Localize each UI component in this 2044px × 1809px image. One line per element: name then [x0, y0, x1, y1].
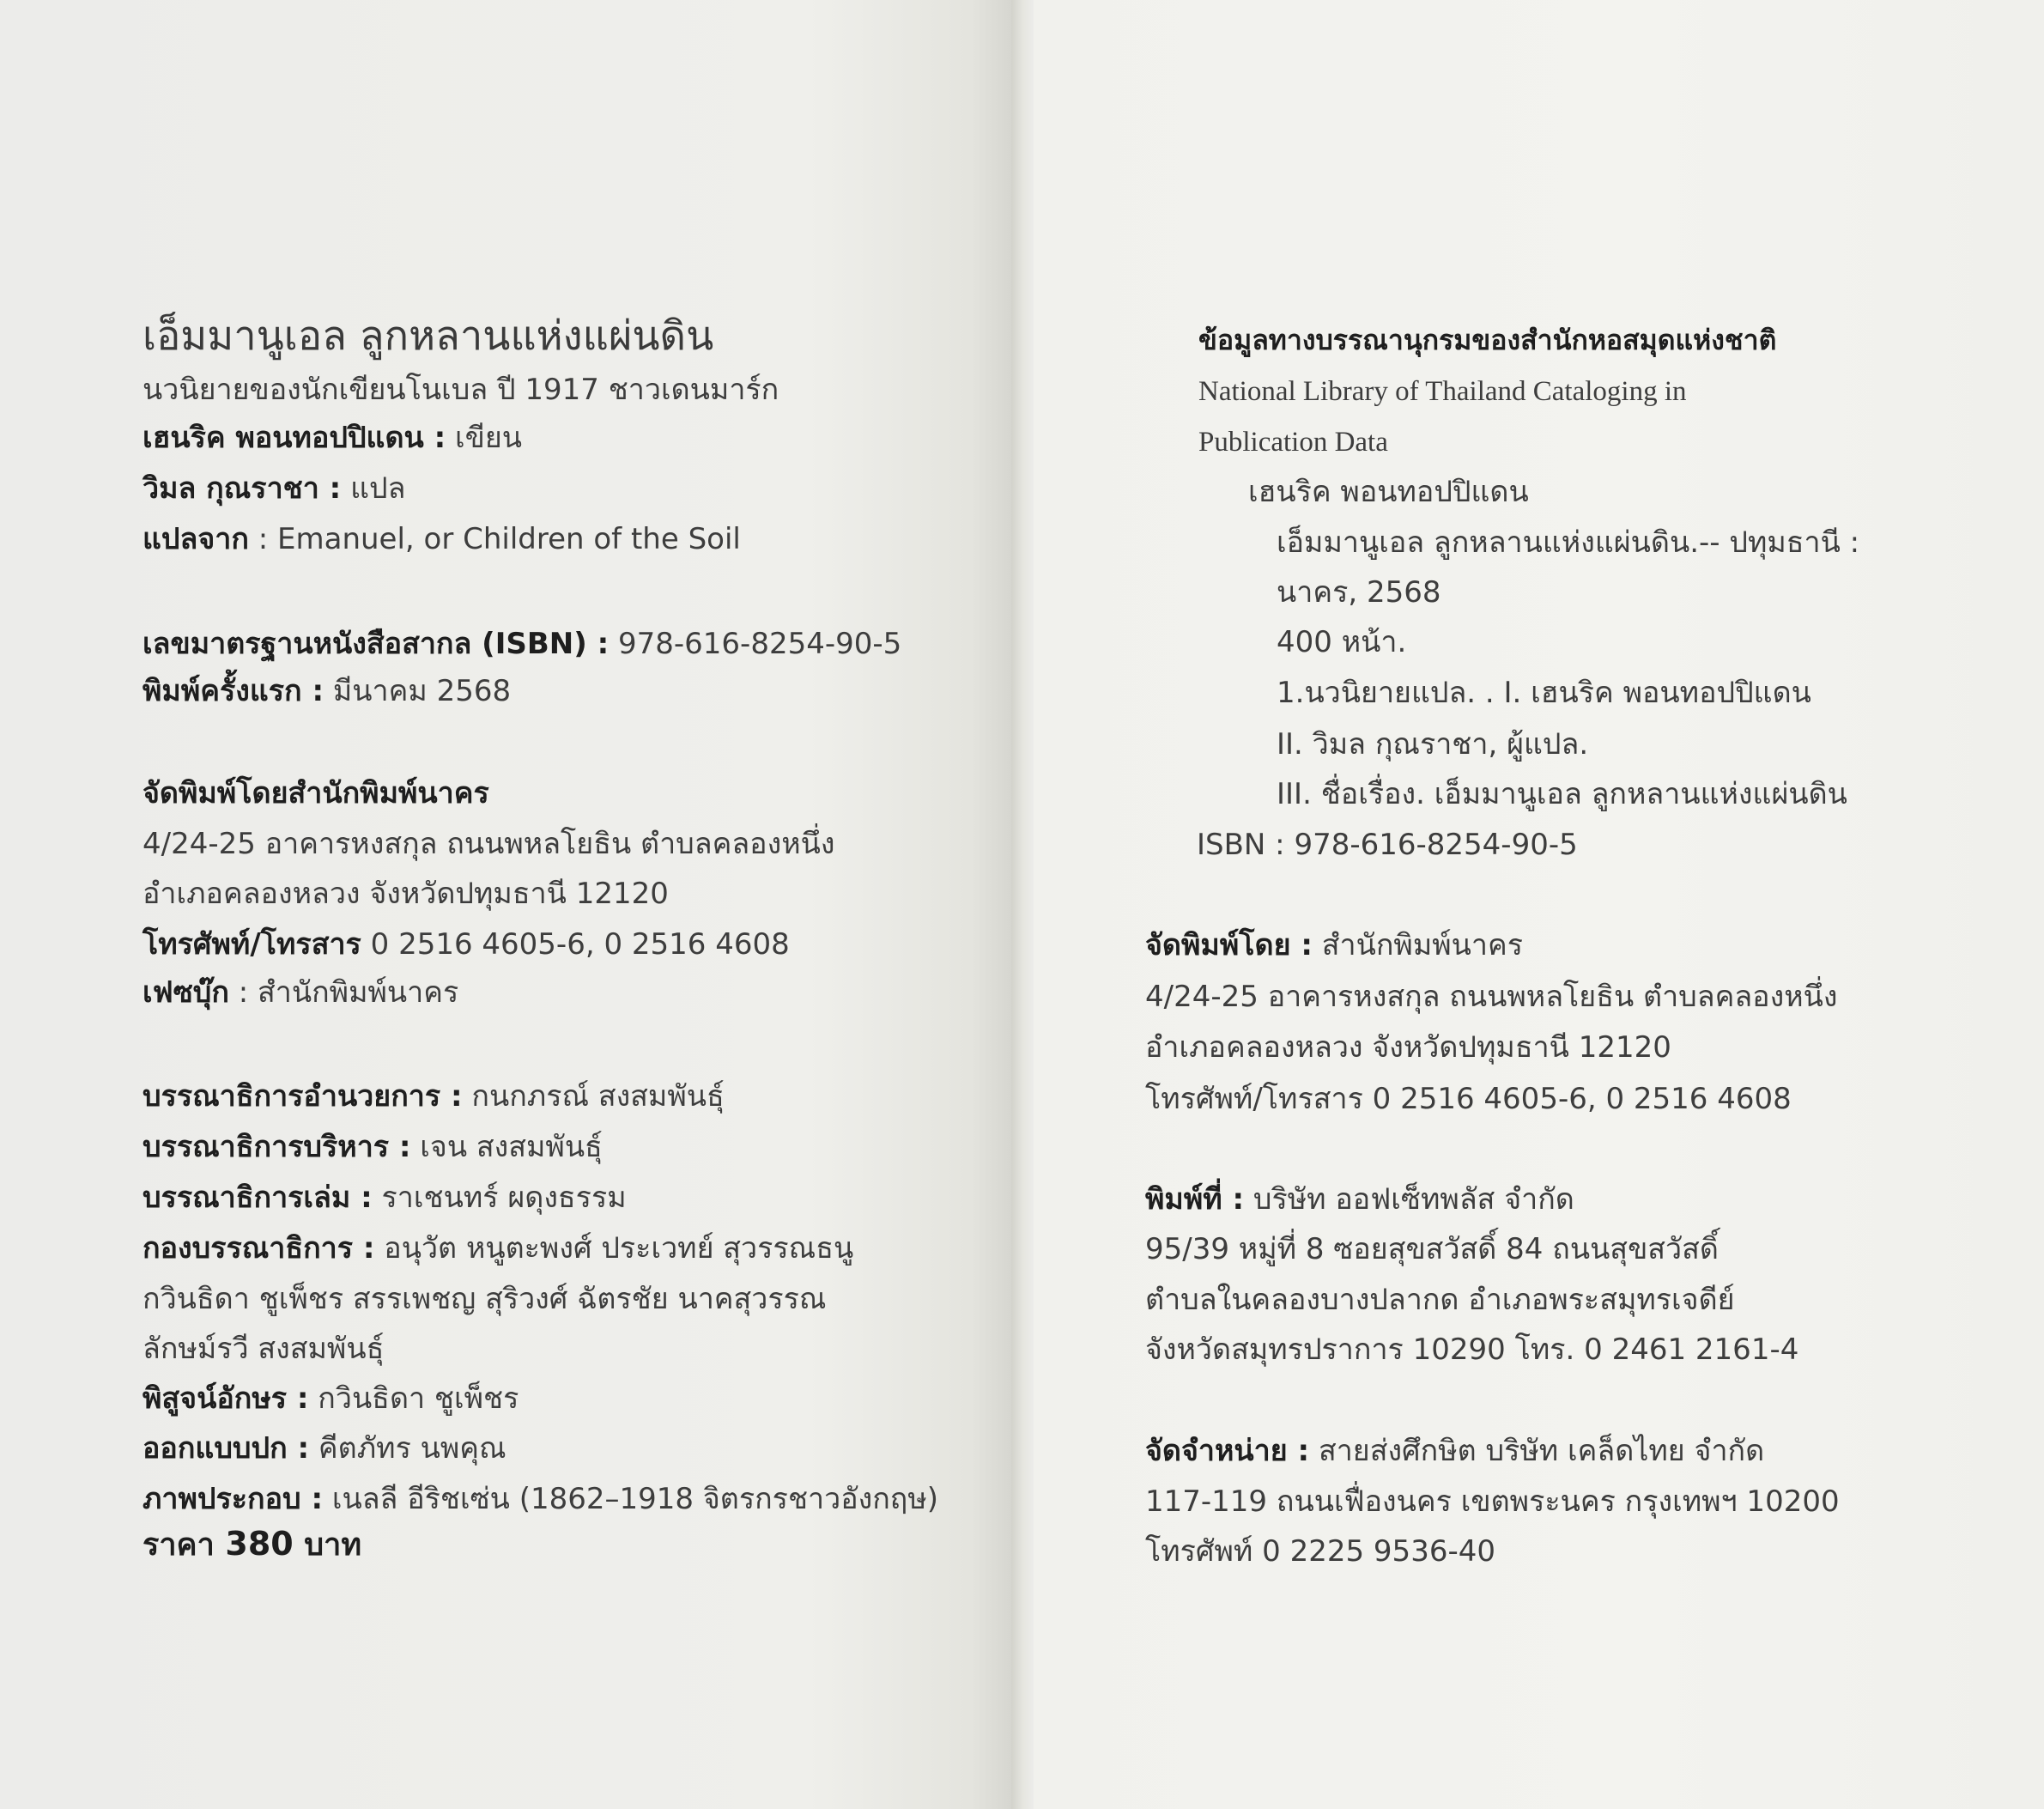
editor-book-value: ราเชนทร์ ผดุงธรรม: [381, 1181, 627, 1215]
phone-line: [143, 927, 790, 962]
cip-pages: 400 หน้า.: [1277, 625, 1407, 659]
printer-address-2: ตำบลในคลองบางปลากด อำเภอพระสมุทรเจดีย์: [1145, 1283, 1735, 1317]
facebook-line: [143, 975, 458, 1010]
publisher-value: สำนักพิมพ์นาคร: [1321, 928, 1523, 962]
first-print-label: พิมพ์ครั้งแรก :: [143, 674, 324, 708]
distributor-value: สายส่งศึกษิต บริษัท เคล็ดไทย จำกัด: [1318, 1434, 1765, 1468]
publisher-line: [1145, 928, 1523, 962]
right-publisher-address-1: 4/24-25 อาคารหงสกุล ถนนพหลโยธิน ตำบลคลองหนึ่ง: [1145, 980, 1838, 1014]
editorial-board-value-2: กวินธิดา ชูเพ็ชร สรรเพชญ สุริวงศ์ ฉัตรชัย นาคสุวรรณ: [143, 1282, 827, 1316]
distributor-label: จัดจำหน่าย :: [1145, 1434, 1310, 1468]
illustration-value: เนลลี อีริชเซ่น (1862–1918 จิตรกรชาวอังกฤษ): [331, 1482, 939, 1516]
editorial-board-value-3: ลักษม์รวี สงสมพันธุ์: [143, 1332, 385, 1366]
printer-address-1: 95/39 หมู่ที่ 8 ซอยสุขสวัสดิ์ 84 ถนนสุขสวัสดิ์: [1145, 1232, 1719, 1266]
cover-design-label: ออกแบบปก :: [143, 1431, 310, 1466]
left-page: [0, 0, 1011, 1809]
editor-director-value: กนกภรณ์ สงสมพันธุ์: [471, 1079, 725, 1114]
cip-english-2: Publication Data: [1198, 427, 1388, 458]
printer-value: บริษัท ออฟเซ็ทพลัส จำกัด: [1252, 1182, 1574, 1217]
cip-isbn: ISBN : 978-616-8254-90-5: [1197, 828, 1578, 862]
facebook-value: : สำนักพิมพ์นาคร: [238, 975, 459, 1010]
book-title: เอ็มมานูเอล ลูกหลานแห่งแผ่นดิน: [143, 313, 714, 360]
cip-author: เฮนริค พอนทอปปิแดน: [1248, 475, 1529, 509]
publisher-heading: จัดพิมพ์โดยสำนักพิมพ์นาคร: [143, 776, 489, 810]
isbn-line: [143, 627, 901, 661]
cip-title: เอ็มมานูเอล ลูกหลานแห่งแผ่นดิน.-- ปทุมธานี :: [1277, 525, 1860, 560]
proofreader-label: พิสูจน์อักษร :: [143, 1381, 309, 1416]
printer-label: พิมพ์ที่ :: [1145, 1182, 1245, 1217]
illustration-line: [143, 1482, 938, 1516]
publisher-address-2: อำเภอคลองหลวง จังหวัดปทุมธานี 12120: [143, 877, 669, 911]
price-line: [143, 1527, 361, 1563]
editor-admin-line: [143, 1130, 603, 1164]
isbn-label: เลขมาตรฐานหนังสือสากล (ISBN) :: [143, 627, 610, 661]
first-print-line: [143, 674, 511, 708]
printer-address-3: จังหวัดสมุทรปราการ 10290 โทร. 0 2461 2161-4: [1145, 1332, 1799, 1367]
distributor-phone: โทรศัพท์ 0 2225 9536-40: [1145, 1534, 1495, 1569]
illustration-label: ภาพประกอบ :: [143, 1482, 324, 1516]
price-unit: บาท: [304, 1527, 362, 1563]
proofreader-value: กวินธิดา ชูเพ็ชร: [318, 1381, 519, 1416]
author-role: เขียน: [455, 421, 523, 455]
translator-name: วิมล กุณราชา :: [143, 471, 342, 506]
cip-publication: นาคร, 2568: [1277, 575, 1441, 610]
editor-director-line: [143, 1079, 725, 1114]
right-publisher-phone: โทรศัพท์/โทรสาร 0 2516 4605-6, 0 2516 4608: [1145, 1082, 1792, 1116]
translated-from-line: [143, 522, 741, 556]
cip-subject-1: 1.นวนิยายแปล. . I. เฮนริค พอนทอปปิแดน: [1277, 676, 1811, 710]
author-line: [143, 421, 522, 455]
editorial-board-label: กองบรรณาธิการ :: [143, 1231, 375, 1266]
cip-english-1: National Library of Thailand Cataloging in: [1198, 376, 1687, 407]
editor-admin-value: เจน สงสมพันธุ์: [420, 1130, 603, 1164]
translator-line: [143, 471, 405, 506]
phone-value: 0 2516 4605-6, 0 2516 4608: [370, 927, 790, 962]
price-value: 380: [225, 1525, 294, 1563]
translator-role: แปล: [350, 471, 406, 506]
cover-design-value: คีตภัทร นพคุณ: [318, 1431, 506, 1466]
cip-heading: ข้อมูลทางบรรณานุกรมของสำนักหอสมุดแห่งชาติ: [1198, 324, 1777, 356]
price-prefix: ราคา: [143, 1527, 215, 1563]
right-publisher-address-2: อำเภอคลองหลวง จังหวัดปทุมธานี 12120: [1145, 1030, 1671, 1065]
first-print-value: มีนาคม 2568: [332, 674, 512, 708]
book-gutter: [1011, 0, 1034, 1809]
publisher-label: จัดพิมพ์โดย :: [1145, 928, 1313, 962]
editor-book-line: [143, 1181, 627, 1215]
book-subtitle: นวนิยายของนักเขียนโนเบล ปี 1917 ชาวเดนมาร์ก: [143, 373, 779, 407]
distributor-line: [1145, 1434, 1764, 1468]
phone-label: โทรศัพท์/โทรสาร: [143, 927, 361, 962]
cip-subject-2: II. วิมล กุณราชา, ผู้แปล.: [1277, 727, 1589, 762]
cip-subject-3: III. ชื่อเรื่อง. เอ็มมานูเอล ลูกหลานแห่งแผ่นดิน: [1277, 777, 1847, 811]
editorial-board-value-1: อนุวัต หนูตะพงศ์ ประเวทย์ สุวรรณธนู: [384, 1231, 854, 1266]
editor-book-label: บรรณาธิการเล่ม :: [143, 1181, 373, 1215]
facebook-label: เฟซบุ๊ก: [143, 975, 229, 1010]
printer-line: [1145, 1182, 1574, 1217]
proofreader-line: [143, 1381, 519, 1416]
publisher-address-1: 4/24-25 อาคารหงสกุล ถนนพหลโยธิน ตำบลคลองหนึ่ง: [143, 827, 835, 861]
author-name: เฮนริค พอนทอปปิแดน :: [143, 421, 446, 455]
right-page: [1034, 0, 2044, 1809]
isbn-value: 978-616-8254-90-5: [618, 627, 902, 661]
editor-director-label: บรรณาธิการอำนวยการ :: [143, 1079, 463, 1114]
editorial-board-line: [143, 1231, 853, 1266]
editor-admin-label: บรรณาธิการบริหาร :: [143, 1130, 411, 1164]
translated-from-value: : Emanuel, or Children of the Soil: [258, 522, 741, 556]
distributor-address: 117-119 ถนนเฟื่องนคร เขตพระนคร กรุงเทพฯ 10200: [1145, 1484, 1840, 1519]
cover-design-line: [143, 1431, 506, 1466]
translated-from-label: แปลจาก: [143, 522, 249, 556]
